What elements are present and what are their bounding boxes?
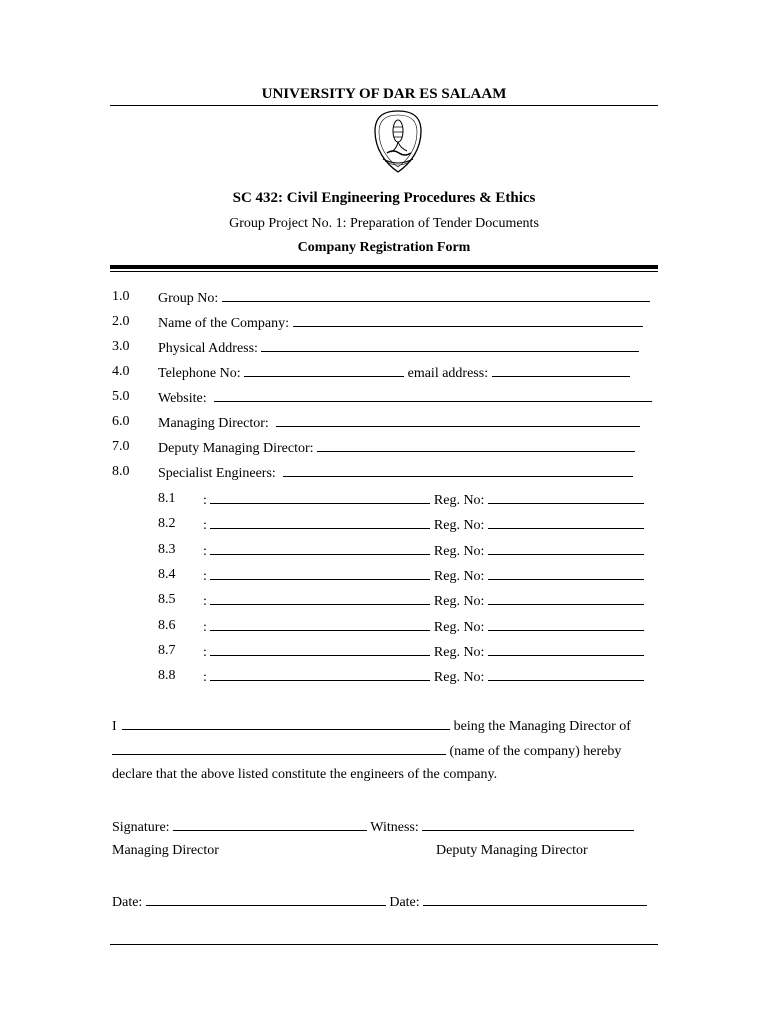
witness-label: Witness: <box>370 820 419 835</box>
reg-no-input[interactable] <box>488 491 644 504</box>
engineer-number: 8.4 <box>158 566 176 582</box>
engineer-name-input[interactable] <box>210 643 430 656</box>
engineer-entry <box>203 618 644 636</box>
title-rule-thin <box>110 271 658 272</box>
engineer-name-input[interactable] <box>210 567 430 580</box>
physical-address-input[interactable] <box>261 339 639 352</box>
specialist-engineers-input[interactable] <box>283 464 633 477</box>
group-no-input[interactable] <box>222 289 650 302</box>
colon: : <box>203 493 207 508</box>
engineer-name-input[interactable] <box>210 542 430 555</box>
engineer-entry <box>203 668 644 686</box>
reg-no-input[interactable] <box>488 542 644 555</box>
engineer-name-input[interactable] <box>210 618 430 631</box>
field-number: 4.0 <box>112 364 130 379</box>
reg-no-label: Reg. No: <box>433 644 485 660</box>
date-label: Date: <box>112 895 143 910</box>
reg-no-input[interactable] <box>488 516 644 529</box>
reg-no-label: Reg. No: <box>433 518 485 534</box>
field-company-name <box>158 314 643 332</box>
university-crest-icon <box>369 109 427 175</box>
engineer-entry <box>203 542 644 560</box>
reg-no-input[interactable] <box>488 618 644 631</box>
field-group-no <box>158 289 650 307</box>
declarant-name-input[interactable] <box>122 717 450 730</box>
project-title: Group Project No. 1: Preparation of Tender Documents <box>229 216 539 231</box>
field-number: 8.0 <box>112 464 130 479</box>
reg-no-input[interactable] <box>488 567 644 580</box>
signature-row <box>112 818 634 836</box>
engineer-entry <box>203 567 644 585</box>
engineer-name-input[interactable] <box>210 491 430 504</box>
field-number: 5.0 <box>112 389 130 404</box>
reg-no-input[interactable] <box>488 668 644 681</box>
managing-director-input[interactable] <box>276 414 640 427</box>
engineer-number: 8.8 <box>158 668 176 684</box>
field-number: 2.0 <box>112 314 130 329</box>
colon: : <box>203 619 207 635</box>
declaration-text: (name of the company) hereby <box>449 744 622 759</box>
university-name: UNIVERSITY OF DAR ES SALAAM <box>261 86 507 102</box>
reg-no-input[interactable] <box>488 643 644 656</box>
date-input-md[interactable] <box>146 893 386 906</box>
field-managing-director <box>158 414 640 432</box>
declaration-line-2 <box>112 742 621 760</box>
declaration-text: I <box>112 719 117 734</box>
reg-no-label: Reg. No: <box>433 543 485 559</box>
field-number: 3.0 <box>112 339 130 354</box>
engineer-name-input[interactable] <box>210 592 430 605</box>
colon: : <box>203 670 207 686</box>
reg-no-label: Reg. No: <box>433 619 485 635</box>
field-number: 6.0 <box>112 414 130 429</box>
field-deputy-md <box>158 439 635 457</box>
engineer-number: 8.1 <box>158 491 176 506</box>
colon: : <box>203 543 207 559</box>
reg-no-label: Reg. No: <box>433 670 485 686</box>
field-specialist-engineers <box>158 464 633 482</box>
field-label: Group No: <box>158 291 219 306</box>
colon: : <box>203 518 207 534</box>
engineer-entry <box>203 592 644 610</box>
reg-no-label: Reg. No: <box>433 493 485 508</box>
field-label: Website: <box>158 391 207 406</box>
title-rule-thick <box>110 265 658 269</box>
website-input[interactable] <box>214 389 652 402</box>
engineer-number: 8.7 <box>158 642 176 658</box>
declaration-line-1 <box>112 717 631 735</box>
engineer-number: 8.6 <box>158 617 176 633</box>
field-label: email address: <box>407 366 489 381</box>
engineer-number: 8.3 <box>158 541 176 557</box>
field-website <box>158 389 652 407</box>
colon: : <box>203 644 207 660</box>
reg-no-label: Reg. No: <box>433 568 485 584</box>
reg-no-label: Reg. No: <box>433 594 485 610</box>
date-input-witness[interactable] <box>423 893 647 906</box>
email-input[interactable] <box>492 364 630 377</box>
company-name-input[interactable] <box>293 314 643 327</box>
course-title: SC 432: Civil Engineering Procedures & Ethics <box>232 190 536 206</box>
field-physical-address <box>158 339 639 357</box>
field-number: 1.0 <box>112 289 130 304</box>
field-label: Specialist Engineers: <box>158 466 276 481</box>
date-label: Date: <box>389 895 420 910</box>
date-row <box>112 893 647 911</box>
engineer-name-input[interactable] <box>210 516 430 529</box>
field-telephone-email <box>158 364 630 382</box>
field-label: Physical Address: <box>158 341 258 356</box>
engineer-entry <box>203 516 644 534</box>
signature-input[interactable] <box>173 818 367 831</box>
telephone-input[interactable] <box>244 364 404 377</box>
witness-input[interactable] <box>422 818 634 831</box>
signature-label: Signature: <box>112 820 170 835</box>
deputy-md-input[interactable] <box>317 439 635 452</box>
engineer-entry <box>203 491 644 509</box>
engineer-number: 8.5 <box>158 592 176 608</box>
footer-rule <box>110 944 658 945</box>
engineer-number: 8.2 <box>158 516 176 532</box>
field-label: Deputy Managing Director: <box>158 441 314 456</box>
field-label: Telephone No: <box>158 366 241 381</box>
declaration-text: being the Managing Director of <box>453 719 631 734</box>
colon: : <box>203 568 207 584</box>
dmd-caption: Deputy Managing Director <box>436 843 588 858</box>
declared-company-input[interactable] <box>112 742 446 755</box>
engineer-name-input[interactable] <box>210 668 430 681</box>
declaration-line-3: declare that the above listed constitute the engineers of the company. <box>112 767 498 782</box>
form-title: Company Registration Form <box>297 240 471 255</box>
colon: : <box>203 594 207 610</box>
field-label: Managing Director: <box>158 416 269 431</box>
field-number: 7.0 <box>112 439 130 454</box>
engineer-entry <box>203 643 644 661</box>
header-rule <box>110 105 658 106</box>
reg-no-input[interactable] <box>488 592 644 605</box>
field-label: Name of the Company: <box>158 316 290 331</box>
md-caption: Managing Director <box>112 843 219 858</box>
